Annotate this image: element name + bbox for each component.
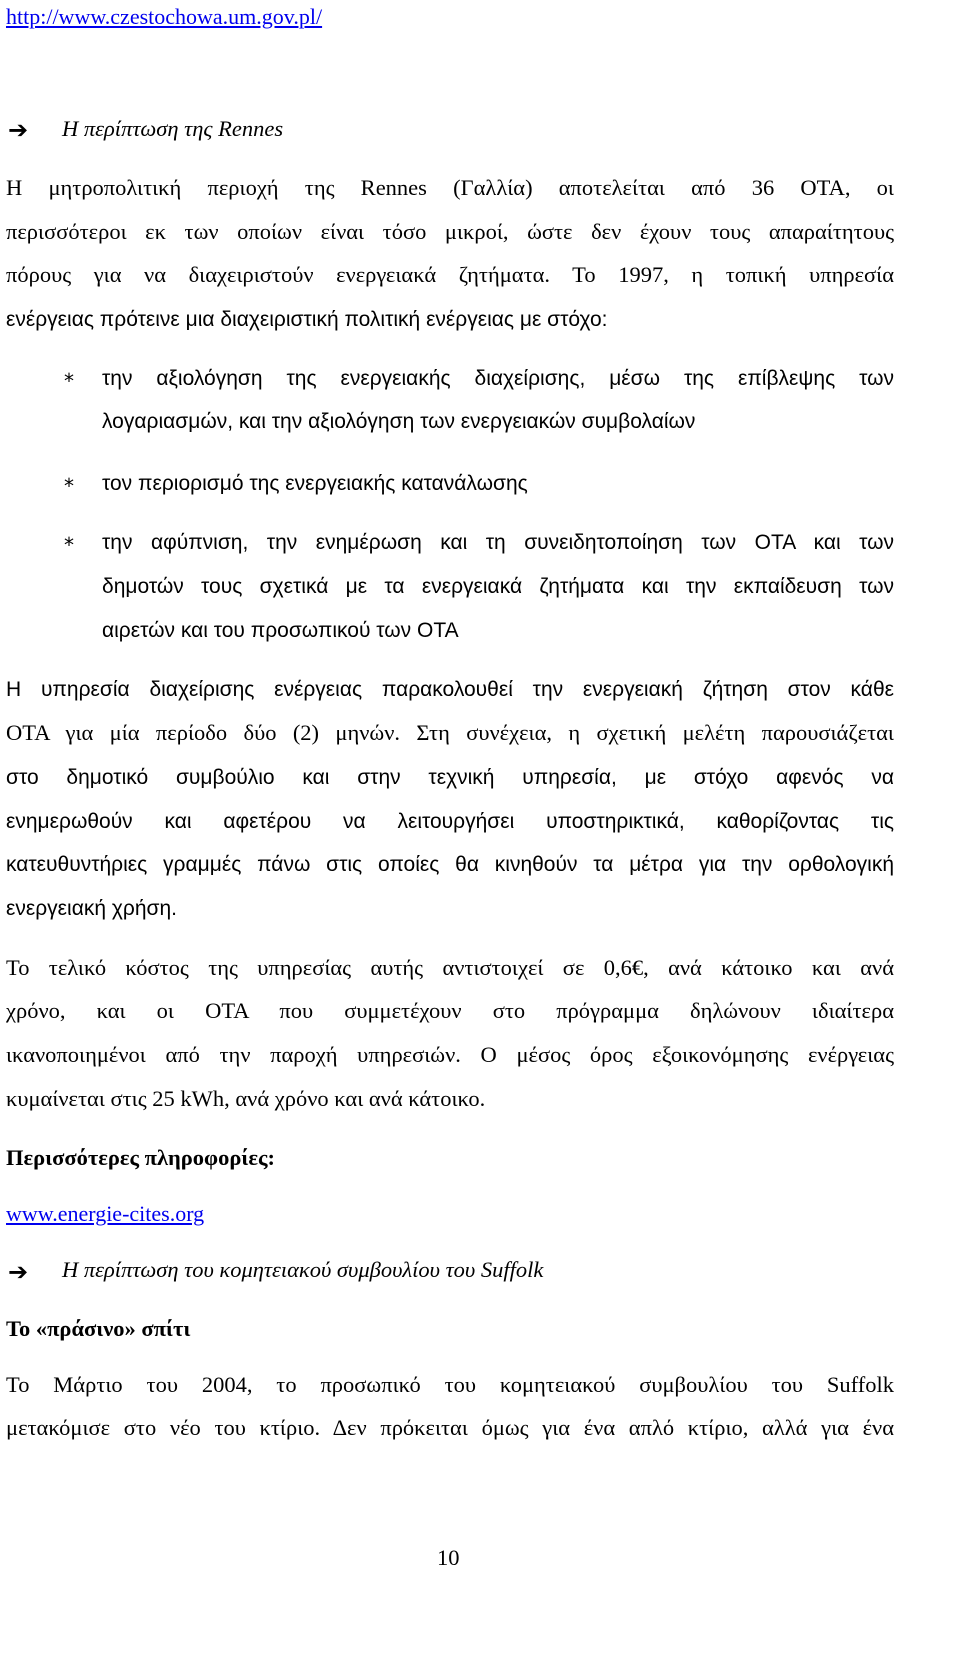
paragraph-line: ΟΤΑ για μία περίοδο δύο (2) μηνών. Στη συνέχεια, η σχετική μελέτη παρουσιάζεται (6, 720, 894, 745)
paragraph-line: πόρους για να διαχειριστούν ενεργειακά ζητήματα. Το 1997, η τοπική υπηρεσία (6, 262, 894, 287)
section-heading-suffolk: Η περίπτωση του κομητειακού συμβουλίου του Suffolk (62, 1257, 544, 1282)
paragraph-line: κατευθυντήριες γραμμές πάνω στις οποίες θα κινηθούν τα μέτρα για την ορθολογική (6, 853, 894, 876)
paragraph-line: Το Μάρτιο του 2004, το προσωπικό του κομητειακού συμβουλίου του Suffolk (6, 1372, 894, 1397)
paragraph-line: κυμαίνεται στις 25 kWh, ανά χρόνο και ανά κάτοικο. (6, 1086, 486, 1111)
arrow-right-icon: ➔ (8, 1258, 29, 1286)
bullet-marker: * (64, 369, 74, 393)
bullet-line: αιρετών και του προσωπικού των ΟΤΑ (102, 619, 459, 642)
paragraph-line: Η μητροπολιτική περιοχή της Rennes (Γαλλία) αποτελείται από 36 ΟΤΑ, οι (6, 175, 894, 200)
bullet-marker: * (64, 533, 74, 557)
bullet-line: τον περιορισμό της ενεργειακής κατανάλωσης (102, 472, 528, 495)
paragraph-line: στο δημοτικό συμβούλιο και στην τεχνική υπηρεσία, με στόχο αφενός να (6, 766, 894, 789)
header-url-link[interactable]: http://www.czestochowa.um.gov.pl/ (6, 4, 323, 29)
paragraph-line: ενέργειας πρότεινε μια διαχειριστική πολιτική ενέργειας με στόχο: (6, 308, 608, 331)
arrow-right-icon: ➔ (8, 116, 29, 144)
bullet-line: λογαριασμών, και την αξιολόγηση των ενεργειακών συμβολαίων (102, 410, 696, 433)
paragraph-line: ενημερωθούν και αφετέρου να λειτουργήσει υποστηρικτικά, καθορίζοντας τις (6, 810, 894, 833)
paragraph-line: χρόνο, και οι ΟΤΑ που συμμετέχουν στο πρόγραμμα δηλώνουν ιδιαίτερα (6, 998, 894, 1023)
paragraph-line: Το τελικό κόστος της υπηρεσίας αυτής αντιστοιχεί σε 0,6€, ανά κάτοικο και ανά (6, 955, 894, 980)
more-info-label: Περισσότερες πληροφορίες: (6, 1145, 275, 1170)
bullet-line: την αφύπνιση, την ενημέρωση και τη συνειδητοποίηση των ΟΤΑ και των (102, 531, 894, 554)
bullet-marker: * (64, 474, 74, 498)
section-heading-rennes: Η περίπτωση της Rennes (62, 116, 284, 141)
subheading-green-house: Το «πράσινο» σπίτι (6, 1316, 191, 1341)
energie-cites-link[interactable]: www.energie-cites.org (6, 1201, 205, 1226)
paragraph-line: μετακόμισε στο νέο του κτίριο. Δεν πρόκειται όμως για ένα απλό κτίριο, αλλά για ένα (6, 1415, 894, 1440)
bullet-line: την αξιολόγηση της ενεργειακής διαχείρισης, μέσω της επίβλεψης των (102, 367, 894, 390)
page-number: 10 (437, 1545, 460, 1570)
paragraph-line: ικανοποιημένοι από την παροχή υπηρεσιών. Ο μέσος όρος εξοικονόμησης ενέργειας (6, 1042, 894, 1067)
paragraph-line: ενεργειακή χρήση. (6, 897, 177, 920)
paragraph-line: περισσότεροι εκ των οποίων είναι τόσο μικροί, ώστε δεν έχουν τους απαραίτητους (6, 219, 894, 244)
bullet-line: δημοτών τους σχετικά με τα ενεργειακά ζητήματα και την εκπαίδευση των (102, 575, 894, 598)
paragraph-line: Η υπηρεσία διαχείρισης ενέργειας παρακολουθεί την ενεργειακή ζήτηση στον κάθε (6, 678, 894, 701)
